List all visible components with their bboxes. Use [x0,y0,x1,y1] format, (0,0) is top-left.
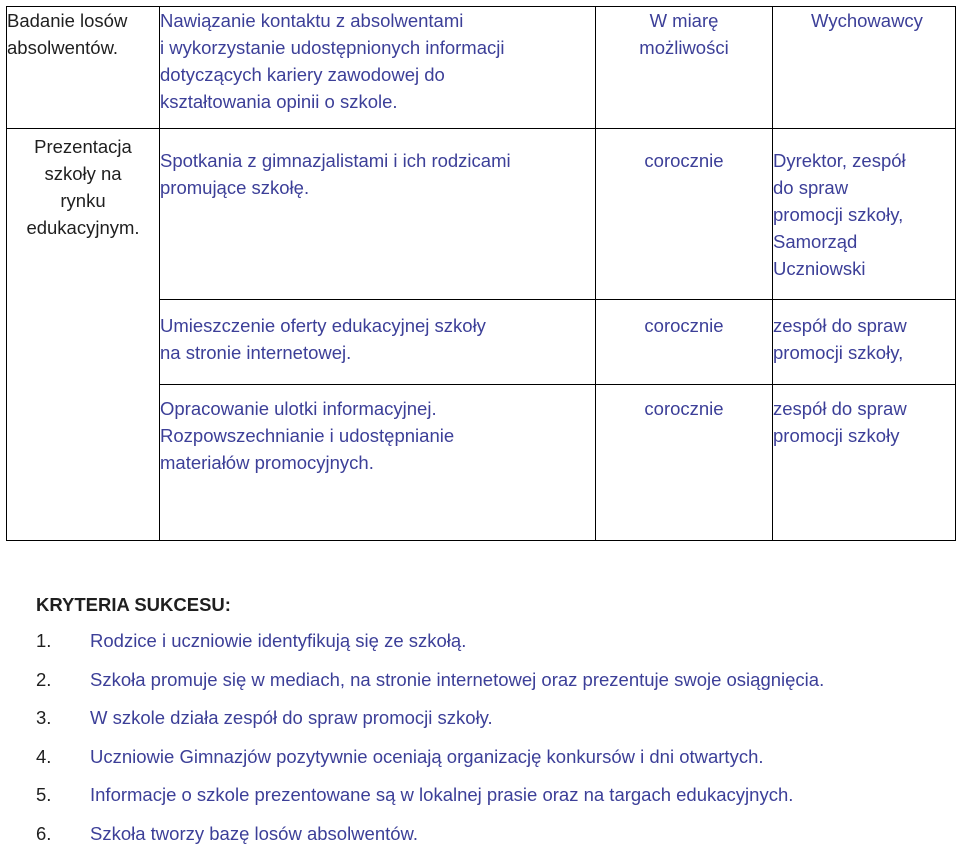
who-text: promocji szkoły [773,425,900,446]
when-text: możliwości [639,37,729,58]
table-row [7,129,956,300]
item-number: 2. [36,668,52,690]
when-text: corocznie [644,150,724,171]
area-text: edukacyjnym. [26,217,140,238]
item-text: Szkoła tworzy bazę losów absolwentów. [90,822,419,844]
who-text: promocji szkoły, [773,204,904,225]
task-text: kształtowania opinii o szkole. [160,91,398,112]
when-cell [596,300,773,385]
list-item [36,738,936,777]
task-text: Spotkania z gimnazjalistami i ich rodzicami [160,150,511,171]
item-text: W szkole działa zespół do spraw promocji szkoły. [90,707,493,729]
area-text: Badanie losów [7,10,128,31]
who-text: Uczniowski [773,258,866,279]
when-cell [596,129,773,300]
plan-table [6,6,956,541]
criteria-list [36,622,936,854]
list-item [36,815,936,854]
who-text: promocji szkoły, [773,342,904,363]
when-text: W miarę [649,10,719,31]
who-text: Samorząd [773,231,858,252]
who-cell [773,129,956,300]
task-text: materiałów promocyjnych. [160,452,374,473]
who-cell [773,385,956,541]
who-text: Wychowawcy [811,10,923,31]
area-text: absolwentów. [7,37,119,58]
item-number: 6. [36,822,52,844]
when-text: corocznie [644,398,724,419]
task-cell [160,7,596,129]
when-cell [596,7,773,129]
area-cell [7,129,160,541]
area-text: Prezentacja [34,136,132,157]
when-text: corocznie [644,315,724,336]
task-cell [160,385,596,541]
list-item [36,661,936,700]
table-row [7,7,956,129]
task-text: Umieszczenie oferty edukacyjnej szkoły [160,315,486,336]
item-number: 1. [36,630,52,651]
task-text: Nawiązanie kontaktu z absolwentami [160,10,464,31]
task-text: na stronie internetowej. [160,342,352,363]
task-text: i wykorzystanie udostępnionych informacji [160,37,505,58]
task-cell [160,300,596,385]
item-number: 3. [36,707,52,729]
who-cell [773,300,956,385]
list-item [36,776,936,815]
item-text: Rodzice i uczniowie identyfikują się ze szkołą. [90,630,467,651]
area-text: szkoły na [44,163,122,184]
when-cell [596,385,773,541]
task-text: Opracowanie ulotki informacyjnej. [160,398,437,419]
criteria-heading: KRYTERIA SUKCESU: [36,594,231,615]
item-number: 5. [36,784,52,806]
success-criteria [36,588,936,854]
list-item [36,699,936,738]
area-text: rynku [60,190,106,211]
item-text: Uczniowie Gimnazjów pozytywnie oceniają organizację konkursów i dni otwartych. [90,745,764,767]
item-text: Szkoła promuje się w mediach, na stronie internetowej oraz prezentuje swoje osiągnięcia. [90,668,825,690]
list-item [36,622,936,661]
task-text: Rozpowszechnianie i udostępnianie [160,425,455,446]
who-text: Dyrektor, zespół [773,150,906,171]
task-cell [160,129,596,300]
who-text: zespół do spraw [773,315,907,336]
who-text: do spraw [773,177,849,198]
who-text: zespół do spraw [773,398,907,419]
area-cell [7,7,160,129]
item-text: Informacje o szkole prezentowane są w lokalnej prasie oraz na targach edukacyjnych. [90,784,794,806]
item-number: 4. [36,745,52,767]
task-text: promujące szkołę. [160,177,310,198]
who-cell [773,7,956,129]
task-text: dotyczących kariery zawodowej do [160,64,445,85]
